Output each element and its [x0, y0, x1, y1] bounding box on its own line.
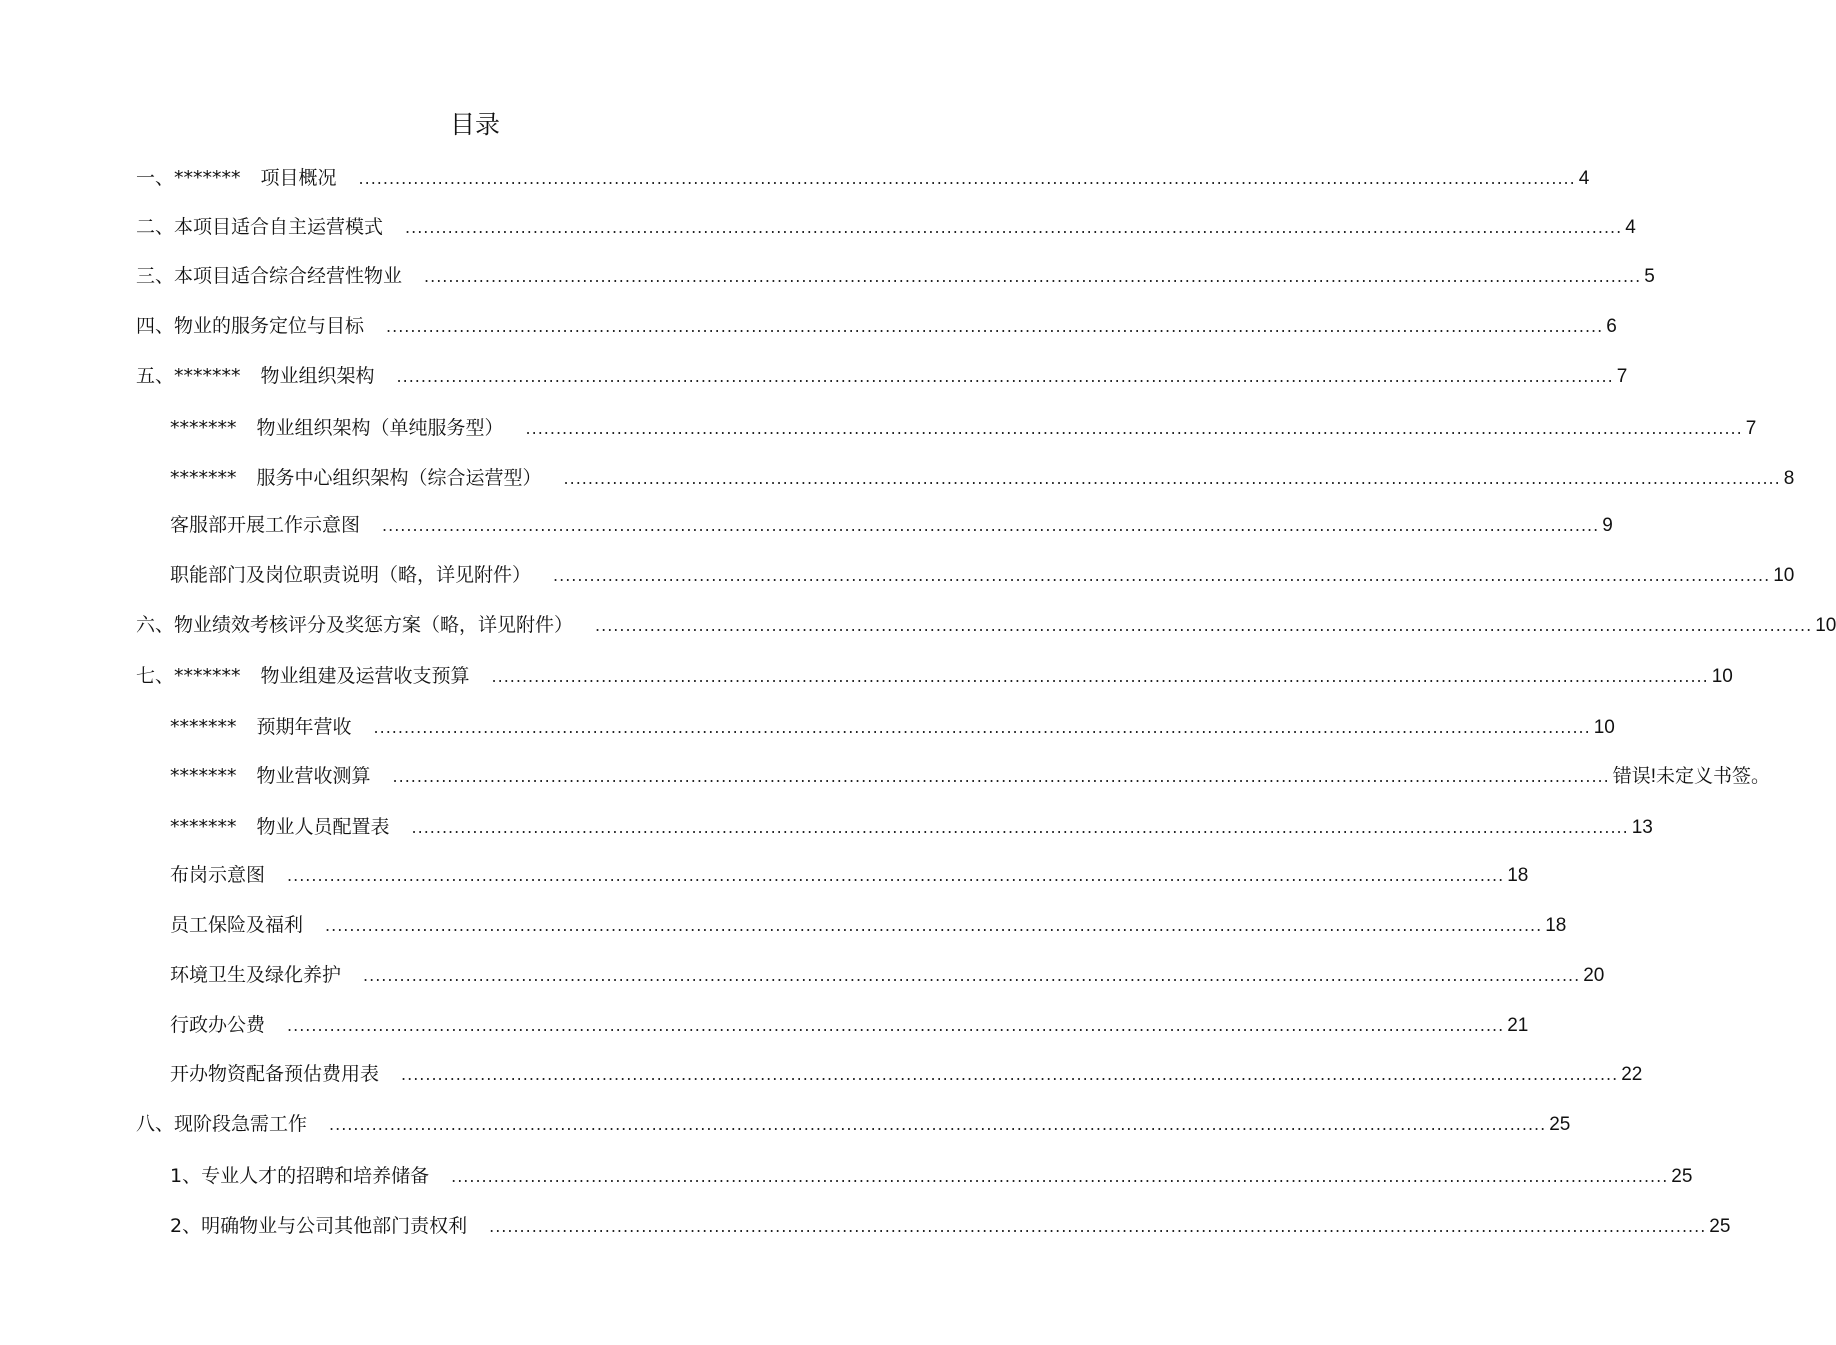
dot-leader: ........................................................................................................................................................................................................: [358, 169, 1576, 188]
toc-entry-label: [170, 861, 265, 889]
toc-entry-page-number: 21: [1507, 1015, 1529, 1036]
dot-leader: ........................................................................................................................................................................................................: [396, 367, 1614, 386]
toc-entry-label: [136, 312, 364, 340]
toc-entry-page-number: 13: [1631, 817, 1653, 838]
dot-leader: ........................................................................................................................................................................................................: [392, 767, 1610, 786]
toc-entry-title: 物业的服务定位与目标: [174, 315, 365, 337]
toc-entry-title: 物业组织架构（单纯服务型）: [256, 417, 504, 439]
toc-entry-number: 四、: [136, 315, 175, 337]
dot-leader: ........................................................................................................................................................................................................: [525, 419, 1743, 438]
toc-entry[interactable]: [170, 713, 1615, 741]
toc-entry-label: [170, 1162, 429, 1190]
dot-leader: ........................................................................................................................................................................................................: [563, 469, 1781, 488]
toc-entry-title: 职能部门及岗位职责说明（略，详见附件）: [170, 564, 532, 586]
dot-leader: ........................................................................................................................................................................................................: [405, 218, 1623, 237]
toc-entry-label: [136, 611, 573, 639]
toc-entry-number: 六、: [136, 614, 175, 636]
toc-entry-label: [170, 511, 360, 539]
toc-entry-label: [170, 762, 371, 790]
toc-entry-page-number: 18: [1545, 915, 1567, 936]
toc-entry[interactable]: [170, 464, 1795, 492]
toc-entry[interactable]: [136, 262, 1655, 290]
toc-entry-title: 项目概况: [260, 167, 337, 189]
toc-entry-label: [170, 813, 390, 841]
toc-entry-page-number: 8: [1783, 468, 1795, 489]
toc-entry-placeholder: *******: [170, 716, 237, 738]
toc-entry-title: 物业绩效考核评分及奖惩方案（略，详见附件）: [174, 614, 574, 636]
toc-entry-page-number: 25: [1709, 1216, 1731, 1237]
toc-entry-title: 预期年营收: [256, 716, 352, 738]
toc-entry-page-number: 6: [1606, 316, 1617, 337]
toc-entry-number: 三、: [136, 265, 175, 287]
toc-entry[interactable]: [170, 511, 1613, 539]
toc-entry-title: 行政办公费: [170, 1014, 266, 1036]
toc-entry[interactable]: [170, 861, 1529, 889]
dot-leader: ........................................................................................................................................................................................................: [424, 267, 1642, 286]
toc-entry-title: 客服部开展工作示意图: [170, 514, 361, 536]
dot-leader: ........................................................................................................................................................................................................: [329, 1115, 1547, 1134]
toc-entry-title: 物业组织架构: [260, 365, 375, 387]
toc-entry-title: 本项目适合自主运营模式: [174, 216, 384, 238]
dot-leader: ........................................................................................................................................................................................................: [373, 718, 1591, 737]
toc-entry-placeholder: *******: [174, 167, 241, 189]
toc-entry-label: [170, 1011, 265, 1039]
toc-entry-title: 物业营收测算: [256, 765, 371, 787]
dot-leader: ........................................................................................................................................................................................................: [411, 818, 1629, 837]
toc-entry-number: 2、: [170, 1215, 202, 1237]
toc-entry[interactable]: [170, 561, 1795, 589]
toc-entry-placeholder: *******: [174, 665, 241, 687]
toc-entry-page-number: 5: [1644, 266, 1655, 287]
toc-entry-number: 1、: [170, 1165, 202, 1187]
dot-leader: ........................................................................................................................................................................................................: [363, 966, 1581, 985]
toc-entry-page-number: 10: [1773, 565, 1795, 586]
toc-entry-page-number: 25: [1671, 1166, 1693, 1187]
toc-entry-title: 员工保险及福利: [170, 914, 304, 936]
toc-entry-page-number: 4: [1578, 168, 1590, 189]
toc-entry[interactable]: [170, 911, 1567, 939]
toc-entry-number: 八、: [136, 1113, 175, 1135]
toc-entry-page-number: 7: [1745, 418, 1757, 439]
toc-entry[interactable]: [170, 1060, 1643, 1088]
toc-entry-label: [170, 1212, 467, 1240]
toc-entry-label: [136, 164, 337, 192]
page-title: 目录: [449, 110, 500, 139]
toc-entry-number: 一、: [136, 167, 175, 189]
toc-entry-page-number: 7: [1616, 366, 1628, 387]
dot-leader: ........................................................................................................................................................................................................: [553, 566, 1771, 585]
toc-entry-number: 七、: [136, 665, 175, 687]
toc-entry-label: [170, 961, 341, 989]
toc-entry-page-number: 9: [1602, 515, 1613, 536]
toc-entry-label: [170, 464, 542, 492]
toc-entry[interactable]: [170, 1011, 1529, 1039]
toc-entry[interactable]: [136, 164, 1590, 192]
dot-leader: ........................................................................................................................................................................................................: [489, 1217, 1707, 1236]
toc-entry[interactable]: [170, 813, 1653, 841]
toc-entry-placeholder: *******: [170, 467, 237, 489]
toc-entry-label: [170, 414, 504, 442]
dot-leader: ........................................................................................................................................................................................................: [287, 866, 1505, 885]
toc-entry-title: 明确物业与公司其他部门责权利: [201, 1215, 468, 1237]
toc-entry-placeholder: *******: [170, 417, 237, 439]
dot-leader: ........................................................................................................................................................................................................: [386, 317, 1604, 336]
dot-leader: ........................................................................................................................................................................................................: [382, 516, 1600, 535]
toc-entry-title: 服务中心组织架构（综合运营型）: [256, 467, 542, 489]
toc-entry-placeholder: *******: [174, 365, 241, 387]
dot-leader: ........................................................................................................................................................................................................: [287, 1016, 1505, 1035]
toc-entry[interactable]: [136, 1110, 1571, 1138]
toc-entry-page-number: 22: [1621, 1064, 1643, 1085]
toc-entry-label: [170, 561, 531, 589]
toc-entry-title: 环境卫生及绿化养护: [170, 964, 342, 986]
toc-entry[interactable]: [136, 662, 1733, 690]
toc-entry-page-number: 20: [1583, 965, 1605, 986]
toc-entry-page-number: 4: [1625, 217, 1636, 238]
toc-entry-placeholder: *******: [170, 765, 237, 787]
toc-entry[interactable]: [136, 611, 1836, 639]
dot-leader: ........................................................................................................................................................................................................: [325, 916, 1543, 935]
toc-entry-page-number: 错误!未定义书签。: [1612, 766, 1770, 787]
toc-entry-label: [136, 213, 383, 241]
toc-entry-label: [136, 1110, 307, 1138]
toc-entry-page-number: 10: [1815, 615, 1836, 636]
toc-entry-label: [136, 662, 470, 690]
toc-entry[interactable]: [170, 1212, 1731, 1240]
toc-entry[interactable]: [170, 961, 1605, 989]
toc-entry[interactable]: [136, 213, 1636, 241]
toc-entry-title: 本项目适合综合经营性物业: [174, 265, 403, 287]
toc-entry-page-number: 10: [1711, 666, 1733, 687]
toc-entry-title: 布岗示意图: [170, 864, 266, 886]
dot-leader: ........................................................................................................................................................................................................: [595, 616, 1813, 635]
toc-entry-page-number: 10: [1593, 717, 1615, 738]
toc-entry-title: 开办物资配备预估费用表: [170, 1063, 380, 1085]
toc-entry[interactable]: [136, 312, 1617, 340]
dot-leader: ........................................................................................................................................................................................................: [491, 667, 1709, 686]
toc-entry-page-number: 25: [1549, 1114, 1571, 1135]
toc-entry-number: 五、: [136, 365, 175, 387]
dot-leader: ........................................................................................................................................................................................................: [401, 1065, 1619, 1084]
toc-entry-label: [170, 713, 352, 741]
toc-entry-title: 物业人员配置表: [256, 816, 390, 838]
toc-entry[interactable]: [136, 362, 1628, 390]
toc-entry-label: [170, 911, 303, 939]
dot-leader: ........................................................................................................................................................................................................: [451, 1167, 1669, 1186]
toc-entry[interactable]: [170, 414, 1757, 442]
toc-entry[interactable]: [170, 1162, 1693, 1190]
toc-entry[interactable]: [170, 762, 1770, 790]
toc-entry-title: 物业组建及运营收支预算: [260, 665, 470, 687]
toc-entry-label: [170, 1060, 379, 1088]
toc-entry-title: 专业人才的招聘和培养储备: [201, 1165, 430, 1187]
toc-entry-label: [136, 362, 375, 390]
toc-entry-page-number: 18: [1507, 865, 1529, 886]
toc-entry-placeholder: *******: [170, 816, 237, 838]
toc-entry-number: 二、: [136, 216, 175, 238]
toc-entry-title: 现阶段急需工作: [174, 1113, 308, 1135]
toc-entry-label: [136, 262, 402, 290]
